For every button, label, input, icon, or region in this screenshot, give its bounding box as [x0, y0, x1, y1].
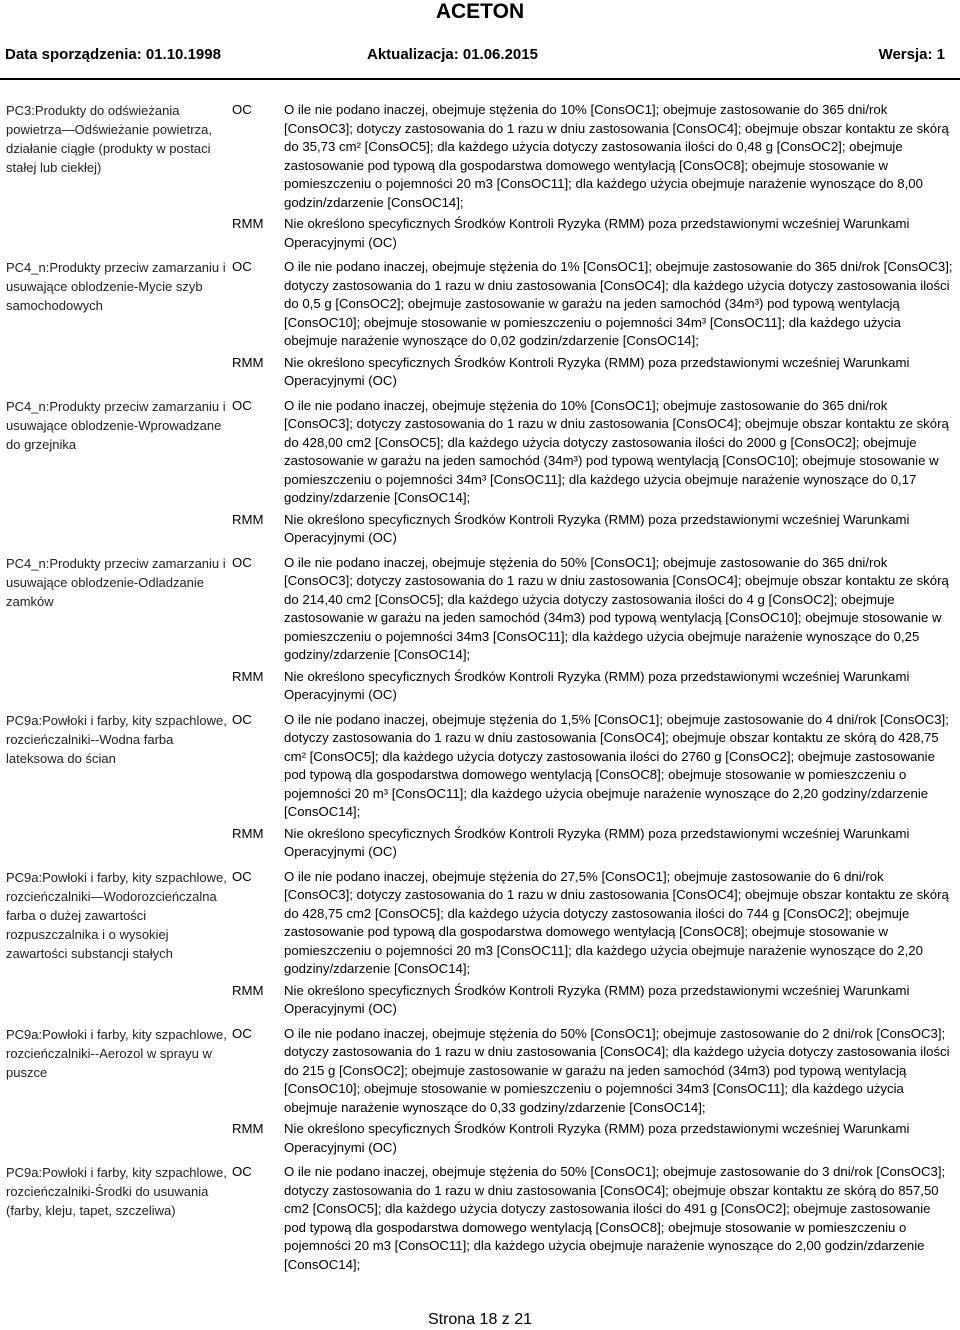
- oc-label: OC: [232, 259, 252, 274]
- oc-label: OC: [232, 102, 252, 117]
- product-category: PC4_n:Produkty przeciw zamarzaniu i usuwające oblodzenie-Odladzanie zamków: [6, 555, 226, 609]
- oc-description: O ile nie podano inaczej, obejmuje stężenia do 27,5% [ConsOC1]; obejmuje zastosowanie do 6 dni/rok [ConsOC3]; dotyczy zastosowania do 1 razu w dniu zastosowania [ConsOC4]; obejmuje obszar kontaktu ze skórą do 428,75 cm2 [ConsOC5]; dla każdego użycia dotyczy zastosowania ilości do 744 g [ConsOC2]; obejmuje zastosowanie pod typową dla gospodarstwa domowego wentylacją [ConsOC8]; obejmuje stosowanie w pomieszczeniu o pojemności 20 m3 [ConsOC11]; dla każdego użycia obejmuje narażenie wynoszące do 2,20 godziny/zdarzenie [ConsOC14];: [284, 868, 949, 976]
- oc-description: O ile nie podano inaczej, obejmuje stężenia do 10% [ConsOC1]; obejmuje zastosowanie do 365 dni/rok [ConsOC3]; dotyczy zastosowania do 1 razu w dniu zastosowania [ConsOC4]; obejmuje obszar kontaktu ze skórą do 428,00 cm2 [ConsOC5]; dla każdego użycia dotyczy zastosowania ilości do 2000 g [ConsOC2]; obejmuje zastosowanie w garażu na jeden samochód (34m³) pod typową wentylacją [ConsOC10]; obejmuje stosowanie w pomieszczeniu o pojemności 34m³ [ConsOC11]; dla każdego użycia obejmuje narażenie wynoszące do 0,17 godziny/zdarzenie [ConsOC14];: [284, 397, 949, 505]
- oc-label: OC: [232, 868, 252, 884]
- rmm-label: RMM: [232, 216, 264, 231]
- rmm-description: Nie określono specyficznych Środków Kontroli Ryzyka (RMM) poza przedstawionymi wcześniej Warunkami Operacyjnymi (OC): [284, 668, 910, 702]
- oc-label: OC: [232, 711, 252, 727]
- rmm-label: RMM: [232, 354, 264, 370]
- rmm-label: RMM: [232, 511, 264, 527]
- document-header: [5, 44, 955, 66]
- product-category-cell: [0, 391, 228, 548]
- rmm-description: Nie określono specyficznych Środków Kontroli Ryzyka (RMM) poza przedstawionymi wcześniej Warunkami Operacyjnymi (OC): [284, 511, 910, 545]
- rmm-label: RMM: [232, 982, 264, 998]
- product-category: PC9a:Powłoki i farby, kity szpachlowe, rozcieńczalniki-Środki do usuwania (farby, kleju, tapet, szczeliwa): [6, 1165, 227, 1218]
- oc-description: O ile nie podano inaczej, obejmuje stężenia do 10% [ConsOC1]; obejmuje zastosowanie do 365 dni/rok [ConsOC3]; dotyczy zastosowania do 1 razu w dniu zastosowania [ConsOC4]; obejmuje obszar kontaktu ze skórą do 35,73 cm² [ConsOC5]; dla każdego użycia dotyczy zastosowania ilości do 0,48 g [ConsOC2]; obejmuje zastosowanie pod typową dla gospodarstwa domowego wentylacją [ConsOC8]; obejmuje stosowanie w pomieszczeniu o pojemności 20 m3 [ConsOC11]; dla każdego użycia obejmuje narażenie wynoszące do 8,00 godzin/zdarzenie [ConsOC14];: [284, 102, 949, 210]
- oc-description: O ile nie podano inaczej, obejmuje stężenia do 1% [ConsOC1]; obejmuje zastosowanie do 365 dni/rok [ConsOC3]; dotyczy zastosowania do 1 razu w dniu zastosowania [ConsOC4]; dla każdego użycia dotyczy zastosowania ilości do 0,5 g [ConsOC2]; obejmuje zastosowanie w garażu na jeden samochód (34m³) pod typową wentylacją [ConsOC10]; obejmuje stosowanie w pomieszczeniu o pojemności 34m³ [ConsOC11]; dla każdego użycia obejmuje narażenie wynoszące do 0,02 godzin/zdarzenie [ConsOC14];: [284, 259, 953, 348]
- oc-description: O ile nie podano inaczej, obejmuje stężenia do 50% [ConsOC1]; obejmuje zastosowanie do 365 dni/rok [ConsOC3]; dotyczy zastosowania do 1 razu w dniu zastosowania [ConsOC4]; obejmuje obszar kontaktu ze skórą do 214,40 cm2 [ConsOC5]; dla każdego użycia dotyczy zastosowania ilości do 4 g [ConsOC2]; obejmuje zastosowanie w garażu na jeden samochód (34m3) pod typową wentylacją [ConsOC10]; obejmuje stosowanie w pomieszczeniu o pojemności 34m3 [ConsOC11]; dla każdego użycia obejmuje narażenie wynoszące do 0,25 godziny/zdarzenie [ConsOC14];: [284, 554, 949, 662]
- rmm-label: RMM: [232, 825, 264, 841]
- oc-label: OC: [232, 397, 252, 413]
- product-category: PC9a:Powłoki i farby, kity szpachlowe, rozcieńczalniki--Wodna farba lateksowa do ścian: [6, 712, 227, 766]
- table-row: [0, 95, 960, 212]
- version-label: Wersja: 1: [878, 46, 945, 63]
- rmm-description: Nie określono specyficznych Środków Kontroli Ryzyka (RMM) poza przedstawionymi wcześniej Warunkami Operacyjnymi (OC): [284, 982, 910, 1016]
- table-row: [0, 1157, 960, 1274]
- product-category: PC4_n:Produkty przeciw zamarzaniu i usuwające oblodzenie-Wprowadzane do grzejnika: [6, 398, 226, 452]
- product-category-cell: [0, 548, 228, 705]
- oc-label: OC: [232, 1025, 252, 1041]
- rmm-description: Nie określono specyficznych Środków Kontroli Ryzyka (RMM) poza przedstawionymi wcześniej Warunkami Operacyjnymi (OC): [284, 1121, 910, 1155]
- product-category: PC3:Produkty do odświeżania powietrza—Odświeżanie powietrza, działanie ciągłe (produkty w postaci stałej lub ciekłej): [6, 103, 212, 175]
- document-title: ACETON: [435, 0, 525, 23]
- table-row: [0, 705, 960, 822]
- rmm-label: RMM: [232, 668, 264, 684]
- product-category: PC4_n:Produkty przeciw zamarzaniu i usuwające oblodzenie-Mycie szyb samochodowych: [6, 260, 226, 313]
- rmm-label: RMM: [232, 1121, 264, 1136]
- table-row: [0, 1019, 960, 1118]
- rmm-description: Nie określono specyficznych Środków Kontroli Ryzyka (RMM) poza przedstawionymi wcześniej Warunkami Operacyjnymi (OC): [284, 825, 910, 859]
- oc-label: OC: [232, 554, 252, 570]
- table-row: [0, 391, 960, 508]
- oc-description: O ile nie podano inaczej, obejmuje stężenia do 50% [ConsOC1]; obejmuje zastosowanie do 2 dni/rok [ConsOC3]; dotyczy zastosowania do 1 razu w dniu zastosowania [ConsOC4]; dla każdego użycia dotyczy zastosowania ilości do 215 g [ConsOC2]; obejmuje zastosowanie w garażu na jeden samochód (34m3) pod typową wentylacją [ConsOC10]; obejmuje stosowanie w pomieszczeniu o pojemności 34m3 [ConsOC11]; dla każdego użycia obejmuje narażenie wynoszące do 0,33 godziny/zdarzenie [ConsOC14];: [284, 1025, 950, 1115]
- product-category-cell: [0, 95, 228, 252]
- table-row: [0, 252, 960, 351]
- product-category: PC9a:Powłoki i farby, kity szpachlowe, rozcieńczalniki--Aerozol w sprayu w puszce: [6, 1026, 227, 1080]
- oc-label: OC: [232, 1164, 252, 1179]
- product-category-cell: [0, 1019, 228, 1158]
- table-row: [0, 862, 960, 979]
- product-category-cell: [0, 1157, 228, 1274]
- exposure-table: [0, 95, 960, 1274]
- rmm-description: Nie określono specyficznych Środków Kontroli Ryzyka (RMM) poza przedstawionymi wcześniej Warunkami Operacyjnymi (OC): [284, 216, 910, 250]
- rmm-description: Nie określono specyficznych Środków Kontroli Ryzyka (RMM) poza przedstawionymi wcześniej Warunkami Operacyjnymi (OC): [284, 354, 910, 388]
- header-divider: [0, 78, 960, 80]
- product-category-cell: [0, 705, 228, 862]
- product-category-cell: [0, 252, 228, 391]
- product-category: PC9a:Powłoki i farby, kity szpachlowe, rozcieńczalniki—Wodorozcieńczalna farba o dużej zawartości rozpuszczalnika i o wysokiej zawartości substancji stałych: [6, 869, 227, 961]
- creation-date: Data sporządzenia: 01.10.1998: [5, 46, 221, 63]
- table-row: [0, 548, 960, 665]
- oc-description: O ile nie podano inaczej, obejmuje stężenia do 1,5% [ConsOC1]; obejmuje zastosowanie do 4 dni/rok [ConsOC3]; dotyczy zastosowania do 1 razu w dniu zastosowania [ConsOC4]; obejmuje obszar kontaktu ze skórą do 428,75 cm² [ConsOC5]; dla każdego użycia dotyczy zastosowania ilości do 2760 g [ConsOC2]; obejmuje zastosowanie pod typową dla gospodarstwa domowego wentylacją [ConsOC8]; obejmuje stosowanie w pomieszczeniu o pojemności 20 m³ [ConsOC11]; dla każdego użycia obejmuje narażenie wynoszące do 2,20 godziny/zdarzenie [ConsOC14];: [284, 711, 949, 819]
- page-number: Strona 18 z 21: [427, 1311, 533, 1328]
- update-date: Aktualizacja: 01.06.2015: [367, 46, 538, 63]
- oc-description: O ile nie podano inaczej, obejmuje stężenia do 50% [ConsOC1]; obejmuje zastosowanie do 3 dni/rok [ConsOC3]; dotyczy zastosowania do 1 razu w dniu zastosowania [ConsOC4]; obejmuje obszar kontaktu ze skórą do 857,50 cm2 [ConsOC5]; dla każdego użycia dotyczy zastosowania ilości do 491 g [ConsOC2]; obejmuje zastosowanie pod typową dla gospodarstwa domowego wentylacją [ConsOC8]; obejmuje stosowanie w pomieszczeniu o pojemności 20 m3 [ConsOC11]; dla każdego użycia obejmuje narażenie wynoszące do 2,00 godzin/zdarzenie [ConsOC14];: [284, 1164, 946, 1272]
- product-category-cell: [0, 862, 228, 1019]
